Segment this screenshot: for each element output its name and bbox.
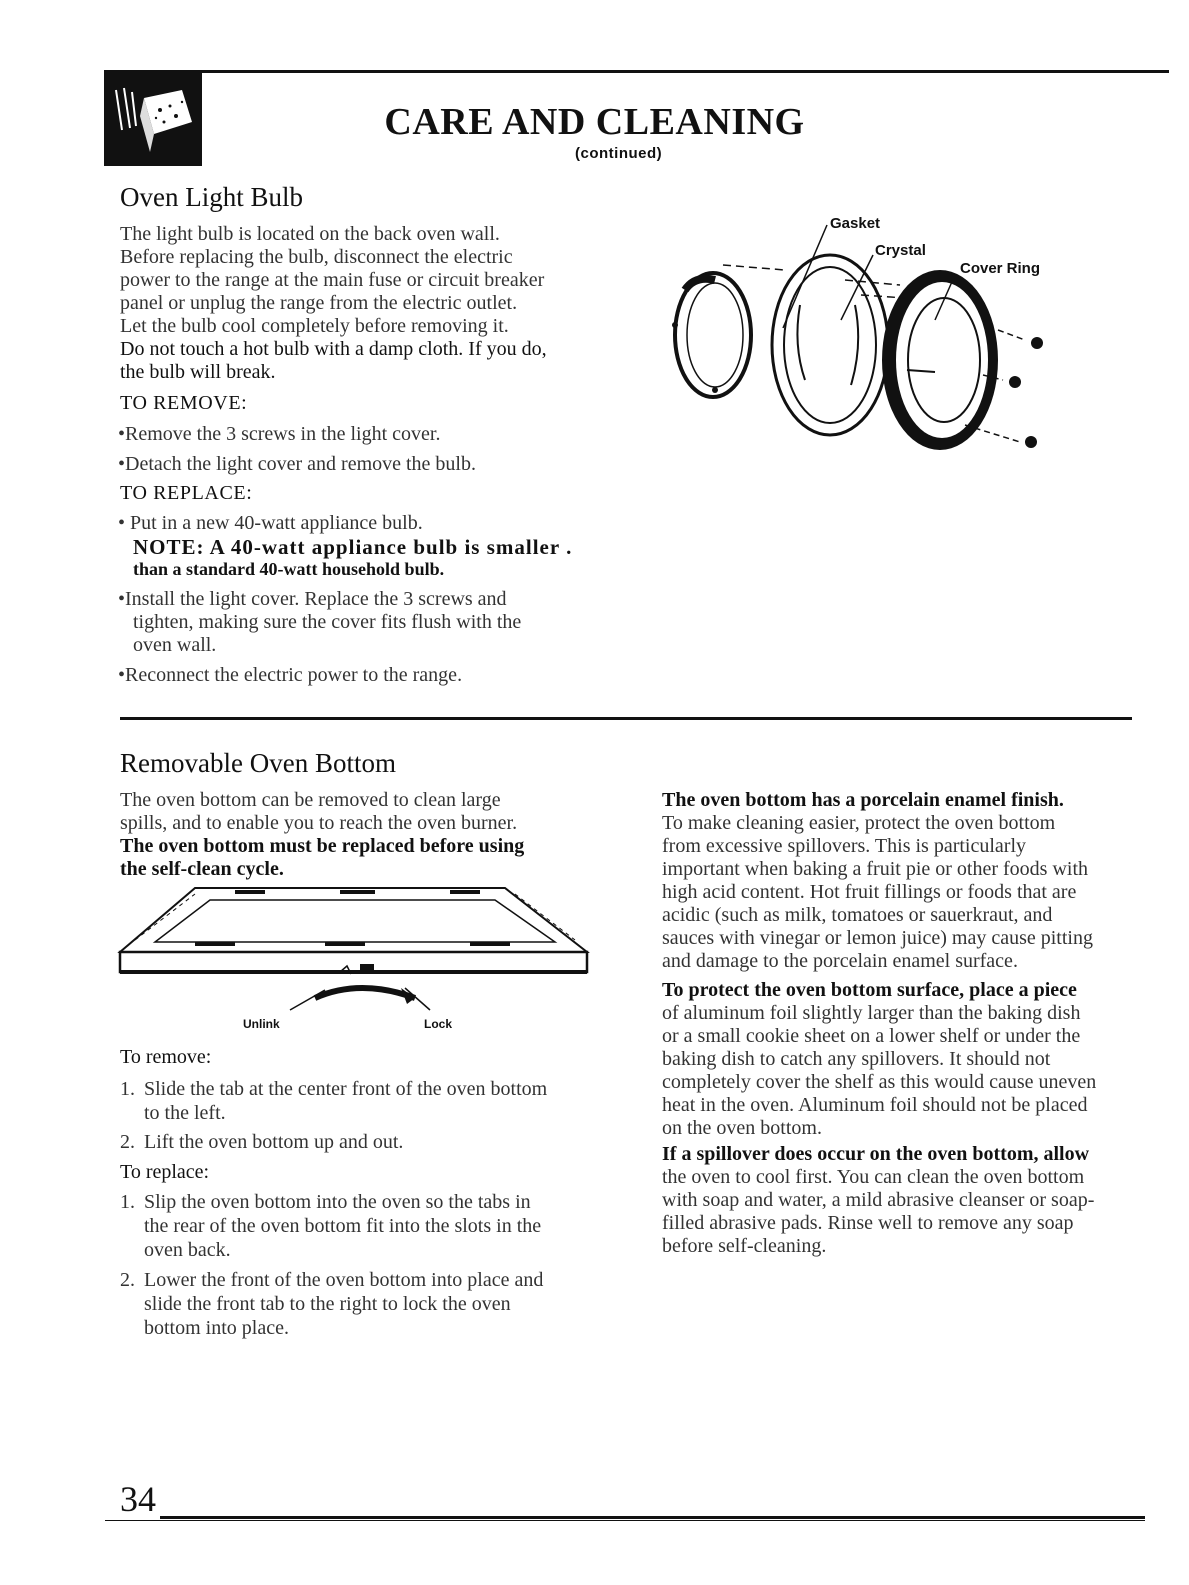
step-line: oven back.: [144, 1239, 231, 1261]
to-remove-heading-2: To remove:: [120, 1046, 212, 1068]
step-line: Slip the oven bottom into the oven so the tabs in: [144, 1191, 531, 1213]
para-line: If a spillover does occur on the oven bottom, allow: [662, 1143, 1090, 1165]
para-line: filled abrasive pads. Rinse well to remove any soap: [662, 1212, 1074, 1234]
para-line: To protect the oven bottom surface, place a piece: [662, 979, 1077, 1001]
para-line: sauces with vinegar or lemon juice) may cause pitting: [662, 927, 1093, 949]
para-line: before self-cleaning.: [662, 1235, 827, 1257]
step-line: the rear of the oven bottom fit into the slots in the: [144, 1215, 542, 1237]
oven-bottom-right-p2: [662, 979, 1142, 1140]
replace-bullet: •Reconnect the electric power to the range.: [118, 664, 463, 686]
intro-line: power to the range at the main fuse or circuit breaker: [120, 269, 545, 291]
oven-bottom-heading: Removable Oven Bottom: [120, 748, 396, 778]
step-line: Slide the tab at the center front of the oven bottom: [144, 1078, 548, 1100]
para-line: heat in the oven. Aluminum foil should not be placed: [662, 1094, 1088, 1116]
step-line: Lift the oven bottom up and out.: [144, 1131, 404, 1153]
step-number: 1.: [120, 1078, 135, 1100]
page-title: CARE AND CLEANING: [384, 101, 805, 143]
intro-line: panel or unplug the range from the electric outlet.: [120, 292, 518, 314]
remove-bullet: •Remove the 3 screws in the light cover.: [118, 423, 441, 445]
oven-bottom-right-p1: [662, 789, 1142, 973]
oven-bottom-illustration: [115, 880, 595, 1040]
note-line: than a standard 40-watt household bulb.: [133, 559, 445, 579]
cover-ring-label: Cover Ring: [960, 260, 1041, 277]
step-line: bottom into place.: [144, 1317, 289, 1339]
gasket-label: Gasket: [830, 215, 881, 232]
note-line: NOTE: A 40-watt appliance bulb is smaller .: [133, 535, 573, 559]
lock-label: Lock: [424, 1017, 453, 1031]
para-line: on the oven bottom.: [662, 1117, 822, 1139]
para-line: or a small cookie sheet on a lower shelf or under the: [662, 1025, 1081, 1047]
replace-step: [120, 1190, 541, 1262]
para-line: baking dish to catch any spillovers. It should not: [662, 1048, 1051, 1070]
intro-line: the bulb will break.: [120, 361, 276, 383]
crystal-label: Crystal: [875, 242, 926, 259]
para-line: of aluminum foil slightly larger than the baking dish: [662, 1002, 1081, 1024]
oven-bottom-right-p3: [662, 1143, 1142, 1258]
to-replace-heading: TO REPLACE:: [120, 482, 253, 504]
unlink-label: Unlink: [243, 1017, 280, 1031]
step-line: to the left.: [144, 1102, 226, 1124]
footer-rule-thin: [105, 1520, 1145, 1521]
intro-line: Let the bulb cool completely before removing it.: [120, 315, 509, 337]
light-assembly-illustration: [665, 210, 1065, 460]
intro-line: Before replacing the bulb, disconnect the electric: [120, 246, 513, 268]
step-number: 2.: [120, 1269, 135, 1291]
warning-line: the self-clean cycle.: [120, 858, 284, 880]
top-rule: [105, 70, 1169, 73]
intro-line: spills, and to enable you to reach the oven burner.: [120, 812, 518, 834]
oven-light-heading: Oven Light Bulb: [120, 182, 303, 212]
remove-step: [120, 1077, 547, 1125]
oven-light-diagram: [665, 210, 1065, 460]
para-line: the oven to cool first. You can clean the oven bottom: [662, 1166, 1085, 1188]
intro-line: The oven bottom can be removed to clean large: [120, 789, 501, 811]
bullet-line: oven wall.: [133, 634, 217, 656]
bullet-line: tighten, making sure the cover fits flush with the: [133, 611, 522, 633]
para-line: from excessive spillovers. This is particularly: [662, 835, 1026, 857]
step-number: 1.: [120, 1191, 135, 1213]
para-line: high acid content. Hot fruit fillings or foods that are: [662, 881, 1077, 903]
remove-bullet: •Detach the light cover and remove the bulb.: [118, 453, 476, 475]
page-subtitle: (continued): [575, 145, 663, 162]
footer-rule: [160, 1516, 1145, 1519]
bullet-line: •Install the light cover. Replace the 3 screws and: [118, 588, 507, 610]
intro-line: The light bulb is located on the back oven wall.: [120, 223, 500, 245]
oven-bottom-intro: [120, 789, 620, 881]
para-line: and damage to the porcelain enamel surface.: [662, 950, 1018, 972]
para-line: completely cover the shelf as this would cause uneven: [662, 1071, 1097, 1093]
para-line: The oven bottom has a porcelain enamel finish.: [662, 789, 1064, 811]
para-line: important when baking a fruit pie or other foods with: [662, 858, 1089, 880]
replace-bullet: • Put in a new 40-watt appliance bulb.: [118, 512, 423, 534]
page-number: 34: [120, 1479, 156, 1519]
oven-light-intro: [120, 223, 620, 384]
warning-line: The oven bottom must be replaced before using: [120, 835, 525, 857]
to-replace-heading-2: To replace:: [120, 1161, 210, 1183]
step-number: 2.: [120, 1131, 135, 1153]
replace-step: [120, 1268, 543, 1340]
para-line: To make cleaning easier, protect the oven bottom: [662, 812, 1056, 834]
to-remove-heading: TO REMOVE:: [120, 392, 248, 414]
step-line: Lower the front of the oven bottom into place and: [144, 1269, 544, 1291]
para-line: with soap and water, a mild abrasive cleanser or soap-: [662, 1189, 1095, 1211]
step-line: slide the front tab to the right to lock the oven: [144, 1293, 511, 1315]
remove-step: [120, 1130, 403, 1154]
section-divider: [120, 717, 1132, 720]
para-line: acidic (such as milk, tomatoes or sauerkraut, and: [662, 904, 1053, 926]
replace-bullet: [118, 588, 521, 657]
intro-line: Do not touch a hot bulb with a damp cloth. If you do,: [120, 338, 547, 360]
oven-bottom-diagram: [115, 880, 595, 1040]
